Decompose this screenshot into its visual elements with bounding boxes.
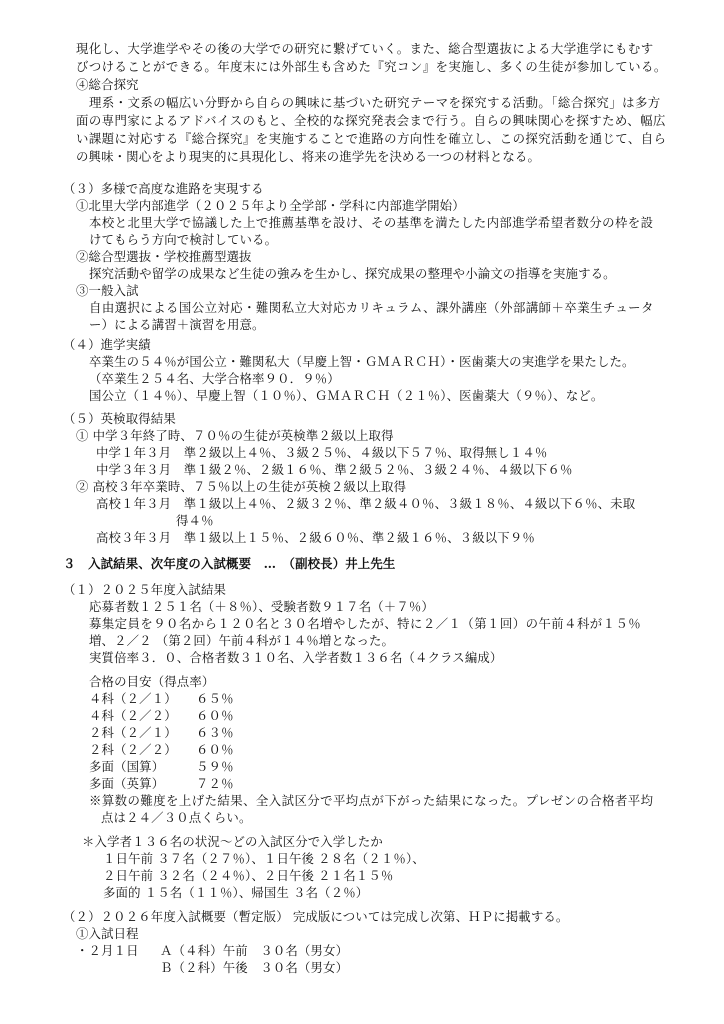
text-line: ー）による講習＋演習を用意。 [89, 317, 265, 332]
guide-label: ２科（２／２） [89, 742, 177, 757]
text-line: 増、２／２ （第２回）午前４科が１４％増となった。 [89, 633, 395, 648]
text-line: 理系・文系の幅広い分野から自らの興味に基づいた研究テーマを探究する活動。「総合探究」は多方 [89, 95, 661, 110]
text-line: けてもらう方向で検討している。 [89, 232, 278, 247]
item-title: ② 高校３年卒業時、７５％以上の生徒が英検２級以上取得 [76, 479, 407, 494]
guide-value: ６０％ [196, 708, 234, 723]
text-line: 得４％ [176, 513, 214, 528]
guide-value: ６０％ [196, 742, 234, 757]
section-title: （１）２０２５年度入試結果 [63, 582, 227, 597]
text-line: 本校と北里大学で協議した上で推薦基準を設け、その基準を満たした内部進学希望者数分の枠を設 [89, 215, 654, 230]
text-line: 中学１年３月 準２級以上４％、３級２５％、４級以下５７％、取得無し１４％ [96, 445, 548, 460]
text-line: 高校３年３月 準１級以上１５％、２級６０％、準２級１６％、３級以下９％ [96, 530, 535, 545]
guide-value: ５９％ [196, 759, 234, 774]
text-line: 実質倍率３．０、合格者数３１０名、入学者数１３６名（４クラス編成） [89, 650, 503, 665]
text-line: 自由選択による国公立対応・難関私立大対応カリキュラム、課外講座（外部講師＋卒業生チュータ [89, 300, 654, 315]
status-title: ＊入学者１３６名の状況〜どの入試区分で入学したか [82, 834, 383, 849]
subsection-title: ④総合探究 [76, 77, 139, 92]
item-title: ① 中学３年終了時、７０％の生徒が英検準２級以上取得 [76, 428, 394, 443]
guide-label: 多面（英算） [89, 776, 165, 791]
text-line: い課題に対応する『総合探究』を実施することで進路の方向性を確立し、この探究活動を通じて、自ら [76, 131, 667, 146]
guide-label: 多面（国算） [89, 759, 165, 774]
item-title: ①入試日程 [76, 926, 139, 941]
text-line: 中学３年３月 準１級２％、２級１６％、準２級５２％、３級２４％、４級以下６％ [96, 462, 573, 477]
guide-title: 合格の目安（得点率） [89, 674, 215, 689]
schedule-line: Ａ（４科）午前 ３０名（男女） [160, 943, 349, 958]
status-line: ２日午前 ３２名（２４％）、２日午後 ２１名１５％ [103, 868, 394, 883]
guide-value: ６５％ [196, 691, 234, 706]
guide-value: ６３％ [196, 725, 234, 740]
text-line: びつけることができる。年度末には外部生も含めた『究コン』を実施し、多くの生徒が参加している。 [76, 59, 667, 74]
status-line: 多面的 １５名（１１％）、帰国生 ３名（２％） [103, 885, 369, 900]
item-title: ①北里大学内部進学（２０２５年より全学部・学科に内部進学開始） [76, 198, 465, 213]
chapter-heading: ３ 入試結果、次年度の入試概要 … （副校長）井上先生 [63, 556, 396, 571]
item-title: ②総合型選抜・学校推薦型選抜 [76, 249, 252, 264]
text-line: 探究活動や留学の成果など生徒の強みを生かし、探究成果の整理や小論文の指導を実施する。 [89, 266, 616, 281]
guide-value: ７２％ [196, 776, 234, 791]
text-line: 応募者数１２５１名（＋８％）、受験者数９１７名（＋７％） [89, 599, 434, 614]
section-title: （３）多様で高度な進路を実現する [63, 181, 264, 196]
item-title: ③一般入試 [76, 283, 139, 298]
schedule-line: Ｂ（２科）午後 ３０名（男女） [160, 960, 349, 975]
section-title: （５）英検取得結果 [63, 411, 176, 426]
section-title: （２）２０２６年度入試概要（暫定版） 完成版については完成し次第、ＨＰに掲載する。 [63, 909, 569, 924]
text-line: 国公立（１４％）、早慶上智（１０％）、ＧＭＡＲＣＨ（２１％）、医歯薬大（９％）、など。 [89, 388, 604, 403]
guide-label: ４科（２／２） [89, 708, 177, 723]
text-line: （卒業生２５４名、大学合格率９０．９％） [89, 371, 340, 386]
text-line: 卒業生の５４％が国公立・難関私大（早慶上智・ＧＭＡＲＣＨ）・医歯薬大の実進学を果たした。 [89, 354, 635, 369]
section-title: （４）進学実績 [63, 337, 151, 352]
schedule-date: ・２月１日 [76, 943, 139, 958]
text-line: 募集定員を９０名から１２０名と３０名増やしたが、特に２／１（第１回）の午前４科が１５％ [89, 616, 642, 631]
text-line: 面の専門家によるアドバイスのもと、全校的な探究発表会まで行う。自らの興味関心を探すため、幅広 [76, 113, 666, 128]
status-line: １日午前 ３７名（２７％）、１日午後 ２８名（２１％）、 [103, 851, 425, 866]
text-line: の興味・関心をより現実的に具現化し、将来の進学先を決める一つの材料となる。 [76, 149, 541, 164]
guide-label: ４科（２／１） [89, 691, 177, 706]
note-line: 点は２４／３０点くらい。 [101, 810, 252, 825]
text-line: 高校１年３月 準１級以上４％、２級３２％、準２級４０％、３級１８％、４級以下６％、未取 [96, 496, 636, 511]
guide-label: ２科（２／１） [89, 725, 177, 740]
text-line: 現化し、大学進学やその後の大学での研究に繋げていく。また、総合型選抜による大学進学にもむす [76, 41, 654, 56]
note-line: ※算数の難度を上げた結果、全入試区分で平均点が下がった結果になった。プレゼンの合格者平均 [89, 793, 654, 808]
